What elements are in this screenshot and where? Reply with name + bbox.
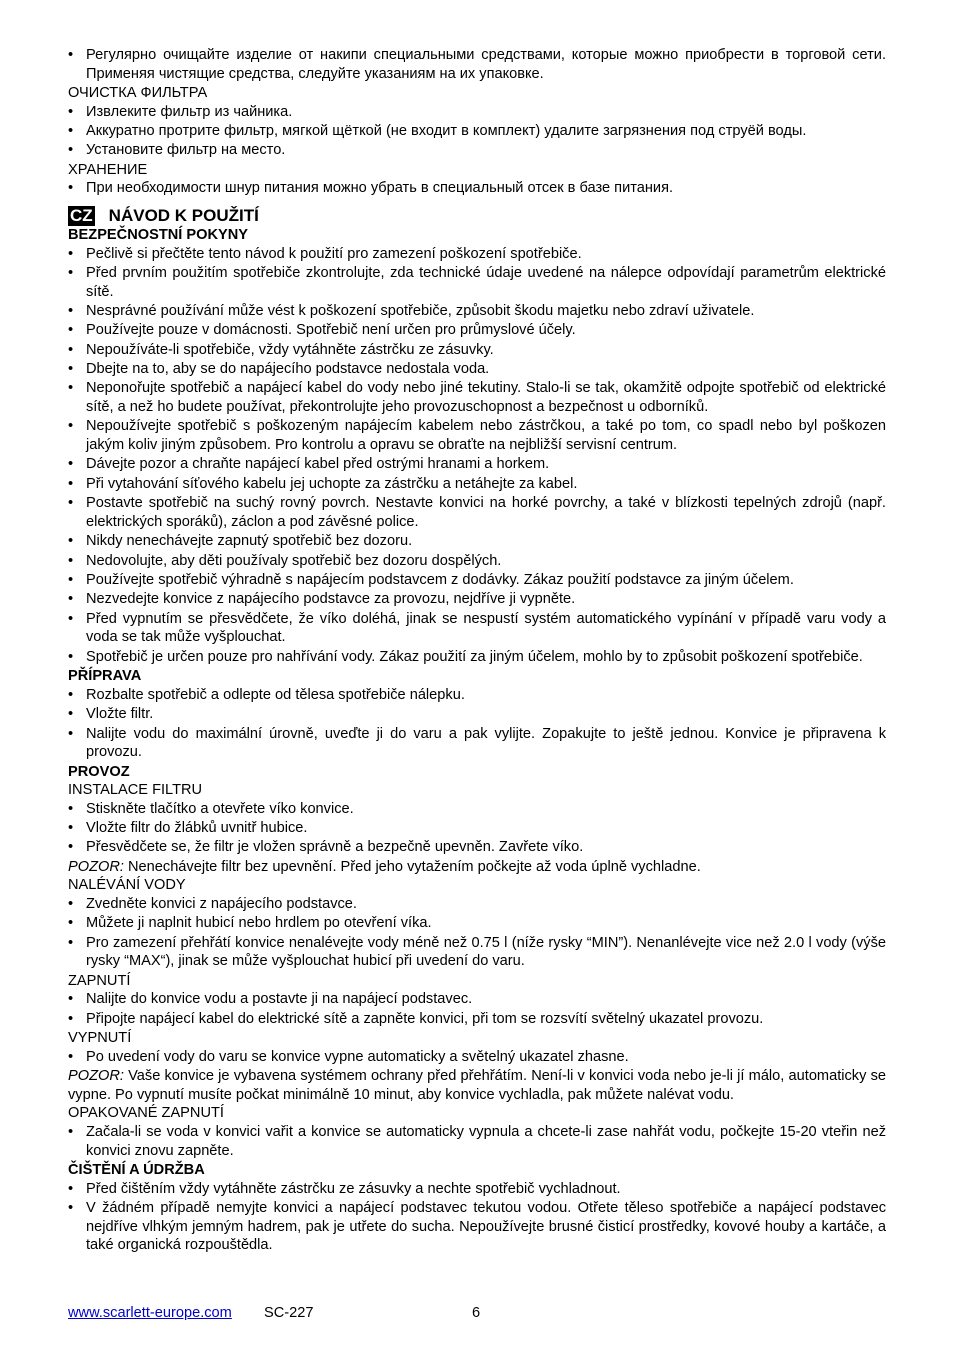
list-item: • Spotřebič je určen pouze pro nahřívání vody. Zákaz použití za jiným účelem, mohlo by to způsobit poškození spotřebiče.	[68, 648, 886, 667]
safety-heading: BEZPEČNOSTNÍ POKYNY	[68, 226, 249, 243]
list-item: • Nepoužíváte-li spotřebiče, vždy vytáhněte zástrčku ze zásuvky.	[68, 341, 886, 360]
ru-storage-list	[68, 179, 886, 198]
list-item: • Nikdy nenechávejte zapnutý spotřebič bez dozoru.	[68, 532, 886, 551]
filter-install-list	[68, 800, 886, 857]
note-text: Vaše konvice je vybavena systémem ochrany před přehřátím. Není-li v konvici voda nebo je-li jí málo, automaticky se vypne. Po vypnutí musíte počkat minimálně 10 minut, aby konvice vychladla, pak můžete nalévat vodu.	[68, 1068, 886, 1103]
list-item: • При необходимости шнур питания можно убрать в специальный отсек в базе питания.	[68, 179, 886, 198]
list-item: • Před vypnutím se přesvědčete, že víko doléhá, jinak se nespustí systém automatického vypínání v případě varu vody a voda se tak může vyšplouchat.	[68, 610, 886, 647]
website-link[interactable]: www.scarlett-europe.com	[68, 1305, 232, 1321]
operation-heading: PROVOZ	[68, 763, 130, 780]
ru-filter-list	[68, 103, 886, 160]
list-item: • Nedovolujte, aby děti používaly spotřebič bez dozoru dospělých.	[68, 552, 886, 571]
filter-note	[68, 858, 886, 877]
list-item: • Můžete ji naplnit hubicí nebo hrdlem po otevření víka.	[68, 914, 886, 933]
page-number: 6	[472, 1305, 481, 1321]
filter-install-heading: INSTALACE FILTRU	[68, 782, 203, 799]
list-item: • Nesprávné používání může vést k poškození spotřebiče, způsobit škodu majetku nebo zdraví uživatele.	[68, 302, 886, 321]
list-item: • Po uvedení vody do varu se konvice vypne automaticky a světelný ukazatel zhasne.	[68, 1048, 886, 1067]
list-item: • Dávejte pozor a chraňte napájecí kabel před ostrými hranami a horkem.	[68, 455, 886, 474]
cz-section-header	[68, 206, 886, 226]
preparation-list	[68, 686, 886, 762]
model-number: SC-227	[264, 1305, 314, 1321]
list-item: • Pečlivě si přečtěte tento návod k použití pro zamezení poškození spotřebiče.	[68, 245, 886, 264]
list-item: • Аккуратно протрите фильтр, мягкой щёткой (не входит в комплект) удалите загрязнения под струёй воды.	[68, 122, 886, 141]
page-footer	[68, 1304, 886, 1324]
list-item: • Pro zamezení přehřátí konvice nenalévejte vody méně než 0.75 l (níže rysky “MIN”). Nenanlévejte vice než 2.0 l vody (výše rysky “MAX“), jinak se může vyšplouchat hubicí při uvedení do varu.	[68, 934, 886, 971]
list-item: • Vložte filtr.	[68, 705, 886, 724]
switch-on-list	[68, 990, 886, 1028]
list-item: • Регулярно очищайте изделие от накипи специальными средствами, которые можно приобрести в торговой сети. Применяя чистящие средства, следуйте указаниям на их упаковке.	[68, 46, 886, 83]
preparation-heading: PŘÍPRAVA	[68, 668, 142, 685]
list-item: • Nepoužívejte spotřebič s poškozeným napájecím kabelem nebo zástrčkou, a také po tom, co spadl nebo byl poškozen jakým koliv jiným způsobem. Pro kontrolu a opravu se obraťte na nejbližší servisní centrum.	[68, 417, 886, 454]
list-item: • Nalijte do konvice vodu a postavte ji na napájecí podstavec.	[68, 990, 886, 1009]
list-item: • Установите фильтр на место.	[68, 141, 886, 160]
overheat-note	[68, 1067, 886, 1104]
note-label: POZOR:	[68, 1068, 124, 1085]
switch-off-heading: VYPNUTÍ	[68, 1030, 132, 1047]
pouring-heading: NALÉVÁNÍ VODY	[68, 877, 186, 894]
list-item: • Nezvedejte konvice z napájecího podstavce za provozu, nejdříve ji vypněte.	[68, 590, 886, 609]
list-item: • Před čištěním vždy vytáhněte zástrčku ze zásuvky a nechte spotřebič vychladnout.	[68, 1180, 886, 1199]
list-item: • Nalijte vodu do maximální úrovně, uveďte ji do varu a pak vylijte. Zopakujte to ještě jednou. Konvice je připravena k provozu.	[68, 725, 886, 762]
list-item: • Vložte filtr do žlábků uvnitř hubice.	[68, 819, 886, 838]
ru-filter-heading: ОЧИСТКА ФИЛЬТРА	[68, 84, 208, 101]
list-item: • Rozbalte spotřebič a odlepte od tělesa spotřebiče nálepku.	[68, 686, 886, 705]
list-item: • Začala-li se voda v konvici vařit a konvice se automaticky vypnula a chcete-li zase nahřát vodu, počkejte 15-20 vteřin než konvici znovu zapněte.	[68, 1123, 886, 1160]
list-item: • Stiskněte tlačítko a otevřete víko konvice.	[68, 800, 886, 819]
cz-language-badge: CZ	[70, 205, 93, 225]
list-item: • Před prvním použitím spotřebiče zkontrolujte, zda technické údaje uvedené na nálepce odpovídají parametrům elektrické sítě.	[68, 264, 886, 301]
repeat-on-list	[68, 1123, 886, 1160]
cz-section-title: NÁVOD K POUŽITÍ	[108, 205, 259, 225]
list-item: • Zvedněte konvici z napájecího podstavce.	[68, 895, 886, 914]
list-item: • V žádném případě nemyjte konvici a napájecí podstavec tekutou vodou. Otřete těleso spotřebiče a napájecí podstavec nejdříve vlhkým jemným hadrem, pak je utřete do sucha. Nepoužívejte brusné čisticí prostředky, kovové houby a kartáče, a také organická rozpouštědla.	[68, 1199, 886, 1255]
safety-list	[68, 245, 886, 667]
cleaning-list	[68, 1180, 886, 1255]
list-item: • Dbejte na to, aby se do napájecího podstavce nedostala voda.	[68, 360, 886, 379]
list-item: • Postavte spotřebič na suchý rovný povrch. Nestavte konvici na horké povrchy, a také v blízkosti tepelných zdrojů (např. elektrických sporáků), záclon a pod závěsné police.	[68, 494, 886, 531]
note-label: POZOR:	[68, 858, 124, 875]
switch-on-heading: ZAPNUTÍ	[68, 972, 131, 989]
cleaning-heading: ČIŠTĚNÍ A ÚDRŽBA	[68, 1161, 205, 1178]
list-item: • Při vytahování síťového kabelu jej uchopte za zástrčku a netáhejte za kabel.	[68, 475, 886, 494]
list-item: • Neponořujte spotřebič a napájecí kabel do vody nebo jiné tekutiny. Stalo-li se tak, okamžitě odpojte spotřebič od elektrické sítě, a než ho budete používat, překontrolujte jeho provozuschopnost a bezpečnost u odborníků.	[68, 379, 886, 416]
repeat-on-heading: OPAKOVANÉ ZAPNUTÍ	[68, 1105, 224, 1122]
note-text: Nenechávejte filtr bez upevnění. Před jeho vytažením počkejte až voda úplně vychladne.	[123, 858, 701, 875]
pouring-list	[68, 895, 886, 971]
document-page	[68, 46, 886, 1256]
list-item: • Připojte napájecí kabel do elektrické sítě a zapněte konvici, při tom se rozsvítí světelný ukazatel provozu.	[68, 1010, 886, 1029]
ru-list-top	[68, 46, 886, 83]
list-item: • Používejte pouze v domácnosti. Spotřebič není určen pro průmyslové účely.	[68, 321, 886, 340]
switch-off-list	[68, 1048, 886, 1067]
list-item: • Извлеките фильтр из чайника.	[68, 103, 886, 122]
ru-storage-heading: ХРАНЕНИЕ	[68, 161, 148, 178]
list-item: • Přesvědčete se, že filtr je vložen správně a bezpečně upevněn. Zavřete víko.	[68, 838, 886, 857]
list-item: • Používejte spotřebič výhradně s napájecím podstavcem z dodávky. Zákaz použití podstavce za jiným účelem.	[68, 571, 886, 590]
